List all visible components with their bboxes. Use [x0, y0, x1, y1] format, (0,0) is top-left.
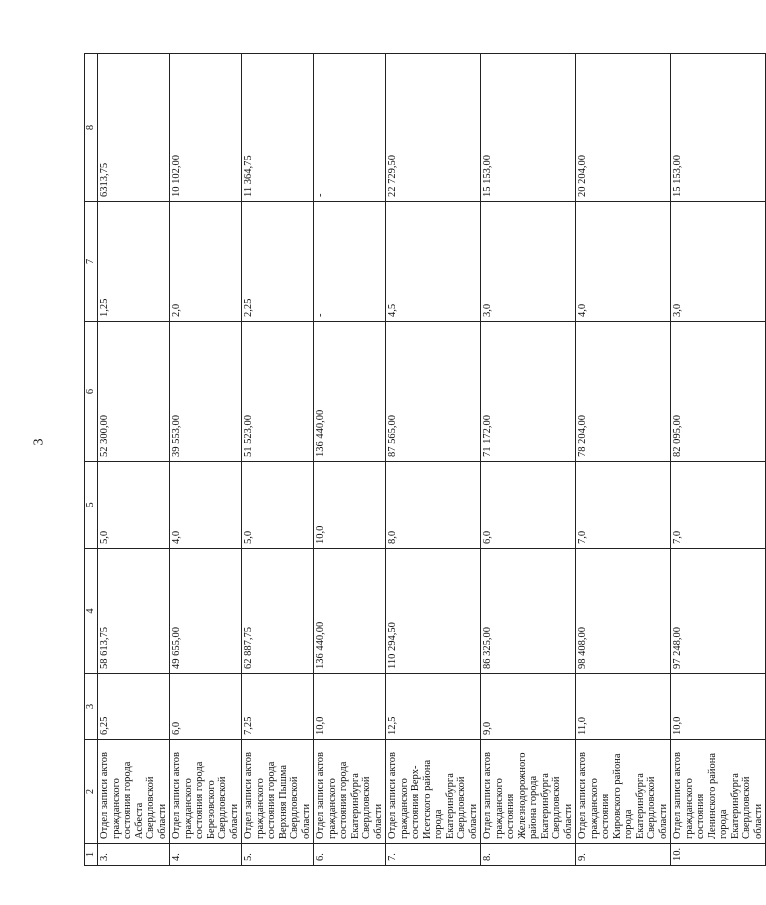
cell-col8: 10 102,00: [170, 54, 242, 202]
cell-col4: 86 325,00: [481, 549, 576, 674]
row-number: 10.: [671, 844, 766, 866]
cell-col3: 11,0: [576, 674, 671, 740]
column-header: 6: [85, 322, 98, 462]
cell-col5: 7,0: [576, 462, 671, 549]
cell-col8: 15 153,00: [671, 54, 766, 202]
cell-col4: 136 440,00: [314, 549, 386, 674]
column-header: 3: [85, 674, 98, 740]
row-number: 4.: [170, 844, 242, 866]
column-header: 4: [85, 549, 98, 674]
cell-col6: 87 565,00: [386, 322, 481, 462]
office-name: Отдел записи актов гражданского состояния города Екатеринбурга Свердловской области: [314, 740, 386, 844]
cell-col5: 7,0: [671, 462, 766, 549]
cell-col6: 78 204,00: [576, 322, 671, 462]
cell-col8: 11 364,75: [242, 54, 314, 202]
cell-col7: 4,5: [386, 202, 481, 322]
cell-col5: 5,0: [98, 462, 170, 549]
office-name: Отдел записи актов гражданского состояния Железнодорожного района города Екатеринбурга Свердловской области: [481, 740, 576, 844]
office-name: Отдел записи актов гражданского состояния Верх-Исетского района города Екатеринбурга Свердловской области: [386, 740, 481, 844]
table-body: [98, 54, 766, 866]
column-header: 5: [85, 462, 98, 549]
table-row: [170, 54, 242, 866]
cell-col7: 3,0: [671, 202, 766, 322]
cell-col3: 12,5: [386, 674, 481, 740]
office-name: Отдел записи актов гражданского состояния Кировского района города Екатеринбурга Свердловской области: [576, 740, 671, 844]
column-number-row: [85, 54, 98, 866]
cell-col6: 71 172,00: [481, 322, 576, 462]
cell-col3: 6,25: [98, 674, 170, 740]
cell-col5: 10,0: [314, 462, 386, 549]
table-row: [576, 54, 671, 866]
cell-col4: 58 613,75: [98, 549, 170, 674]
cell-col3: 6,0: [170, 674, 242, 740]
table-row: [386, 54, 481, 866]
office-name: Отдел записи актов гражданского состояния города Асбеста Свердловской области: [98, 740, 170, 844]
cell-col5: 4,0: [170, 462, 242, 549]
cell-col7: 2,25: [242, 202, 314, 322]
column-header: 1: [85, 844, 98, 866]
cell-col5: 5,0: [242, 462, 314, 549]
cell-col8: 15 153,00: [481, 54, 576, 202]
cell-col4: 49 655,00: [170, 549, 242, 674]
row-number: 5.: [242, 844, 314, 866]
office-name: Отдел записи актов гражданского состояния города Верхняя Пышма Свердловской области: [242, 740, 314, 844]
cell-col4: 98 408,00: [576, 549, 671, 674]
column-header: 7: [85, 202, 98, 322]
table-row: [242, 54, 314, 866]
column-header: 8: [85, 54, 98, 202]
cell-col7: -: [314, 202, 386, 322]
cell-col7: 2,0: [170, 202, 242, 322]
row-number: 9.: [576, 844, 671, 866]
row-number: 3.: [98, 844, 170, 866]
cell-col3: 7,25: [242, 674, 314, 740]
table-row: [481, 54, 576, 866]
cell-col8: 20 204,00: [576, 54, 671, 202]
cell-col4: 97 248,00: [671, 549, 766, 674]
office-name: Отдел записи актов гражданского состояния Ленинского района города Екатеринбурга Свердловской области: [671, 740, 766, 844]
cell-col6: 51 523,00: [242, 322, 314, 462]
column-header: 2: [85, 740, 98, 844]
row-number: 7.: [386, 844, 481, 866]
cell-col6: 82 095,00: [671, 322, 766, 462]
table-row: [98, 54, 170, 866]
cell-col6: 39 553,00: [170, 322, 242, 462]
cell-col8: 6313,75: [98, 54, 170, 202]
budget-table: [84, 53, 766, 866]
cell-col3: 10,0: [671, 674, 766, 740]
rotated-table-container: [84, 54, 764, 866]
cell-col4: 62 887,75: [242, 549, 314, 674]
office-name: Отдел записи актов гражданского состояния города Березовского Свердловской области: [170, 740, 242, 844]
cell-col3: 10,0: [314, 674, 386, 740]
table-row: [314, 54, 386, 866]
cell-col6: 52 300,00: [98, 322, 170, 462]
page-number: 3: [31, 438, 47, 446]
cell-col7: 4,0: [576, 202, 671, 322]
table-row: [671, 54, 766, 866]
cell-col7: 3,0: [481, 202, 576, 322]
row-number: 6.: [314, 844, 386, 866]
cell-col5: 8,0: [386, 462, 481, 549]
cell-col8: -: [314, 54, 386, 202]
cell-col8: 22 729,50: [386, 54, 481, 202]
cell-col3: 9,0: [481, 674, 576, 740]
cell-col6: 136 440,00: [314, 322, 386, 462]
cell-col5: 6,0: [481, 462, 576, 549]
cell-col7: 1,25: [98, 202, 170, 322]
row-number: 8.: [481, 844, 576, 866]
cell-col4: 110 294,50: [386, 549, 481, 674]
